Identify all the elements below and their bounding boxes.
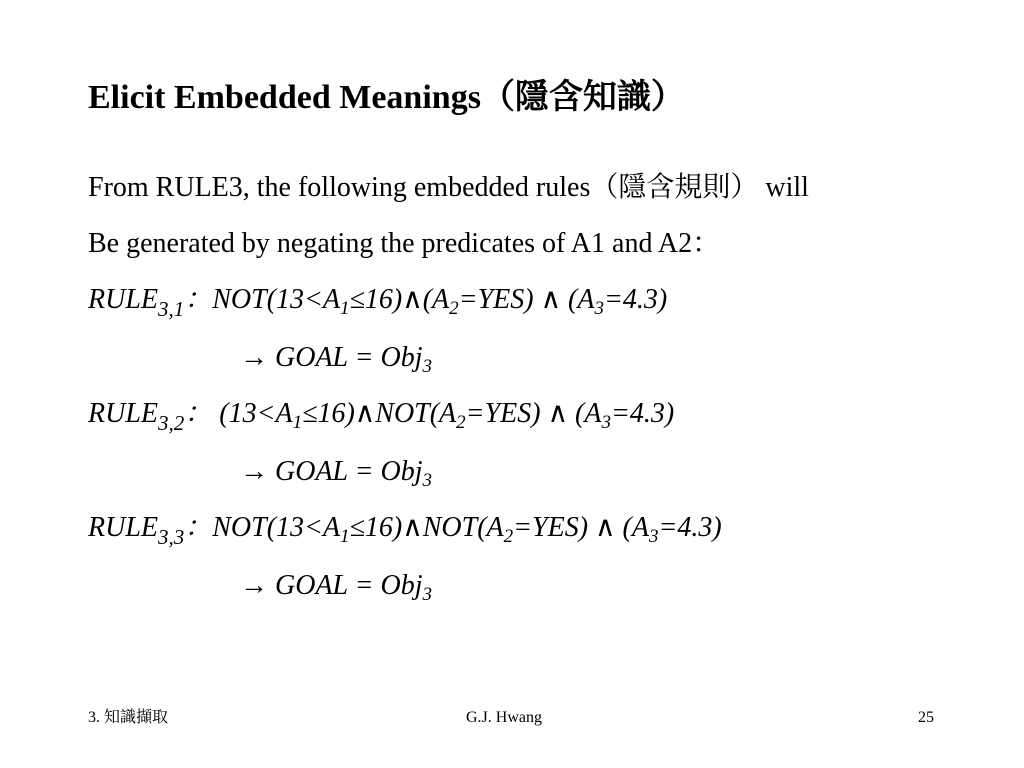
conclusion-subscript: 3	[422, 470, 433, 491]
rule-3-2-conclusion	[240, 454, 432, 490]
condition-text: ≤16)∧NOT(A	[349, 512, 504, 543]
intro-line-2: Be generated by negating the predicates of A1 and A2：	[88, 228, 721, 259]
condition-text: =4.3)	[611, 398, 675, 429]
rule-subscript: 3,2	[158, 411, 185, 435]
condition-subscript: 1	[340, 298, 350, 319]
rule-condition	[184, 512, 722, 547]
rule-3-3	[88, 510, 722, 549]
rule-subscript: 3,3	[158, 525, 185, 549]
footer-author: G.J. Hwang	[466, 709, 542, 726]
condition-subscript: 3	[648, 526, 659, 547]
condition-subscript: 2	[503, 526, 514, 547]
condition-subscript: 3	[594, 298, 604, 319]
rule-subscript: 3,1	[158, 297, 185, 321]
rule-name: RULE	[88, 512, 158, 543]
rule-3-2	[88, 396, 675, 435]
conclusion-text: → GOAL = Obj	[240, 570, 423, 601]
condition-text: ：NOT(13<A	[184, 284, 341, 315]
footer-section: 3. 知識擷取	[88, 709, 169, 726]
rule-3-1	[88, 282, 668, 321]
condition-subscript: 1	[292, 412, 303, 433]
rule-3-3-conclusion	[240, 568, 432, 604]
condition-subscript: 3	[601, 412, 611, 433]
condition-text: ≤16)∧NOT(A	[302, 398, 457, 429]
condition-text: ： (13<A	[184, 398, 293, 429]
condition-subscript: 1	[340, 526, 350, 547]
intro-line-1: From RULE3, the following embedded rules（隱含規則） will	[88, 172, 809, 203]
condition-text: ≤16)∧(A	[349, 284, 450, 315]
rule-condition	[184, 398, 675, 433]
rule-name: RULE	[88, 398, 158, 429]
rule-3-1-conclusion	[240, 340, 432, 376]
rule-name: RULE	[88, 284, 158, 315]
condition-subscript: 2	[456, 412, 466, 433]
conclusion-subscript: 3	[422, 356, 433, 377]
condition-text: =YES) ∧ (A	[465, 398, 602, 429]
conclusion-text: → GOAL = Obj	[240, 342, 423, 373]
slide-title: Elicit Embedded Meanings（隱含知識）	[88, 79, 685, 116]
page-number: 25	[918, 709, 934, 726]
condition-text: ：NOT(13<A	[184, 512, 341, 543]
condition-subscript: 2	[449, 298, 459, 319]
condition-text: =YES) ∧ (A	[513, 512, 649, 543]
condition-text: =4.3)	[658, 512, 722, 543]
conclusion-subscript: 3	[422, 584, 433, 605]
condition-text: =4.3)	[604, 284, 668, 315]
condition-text: =YES) ∧ (A	[458, 284, 595, 315]
conclusion-text: → GOAL = Obj	[240, 456, 423, 487]
rule-condition	[184, 284, 668, 319]
